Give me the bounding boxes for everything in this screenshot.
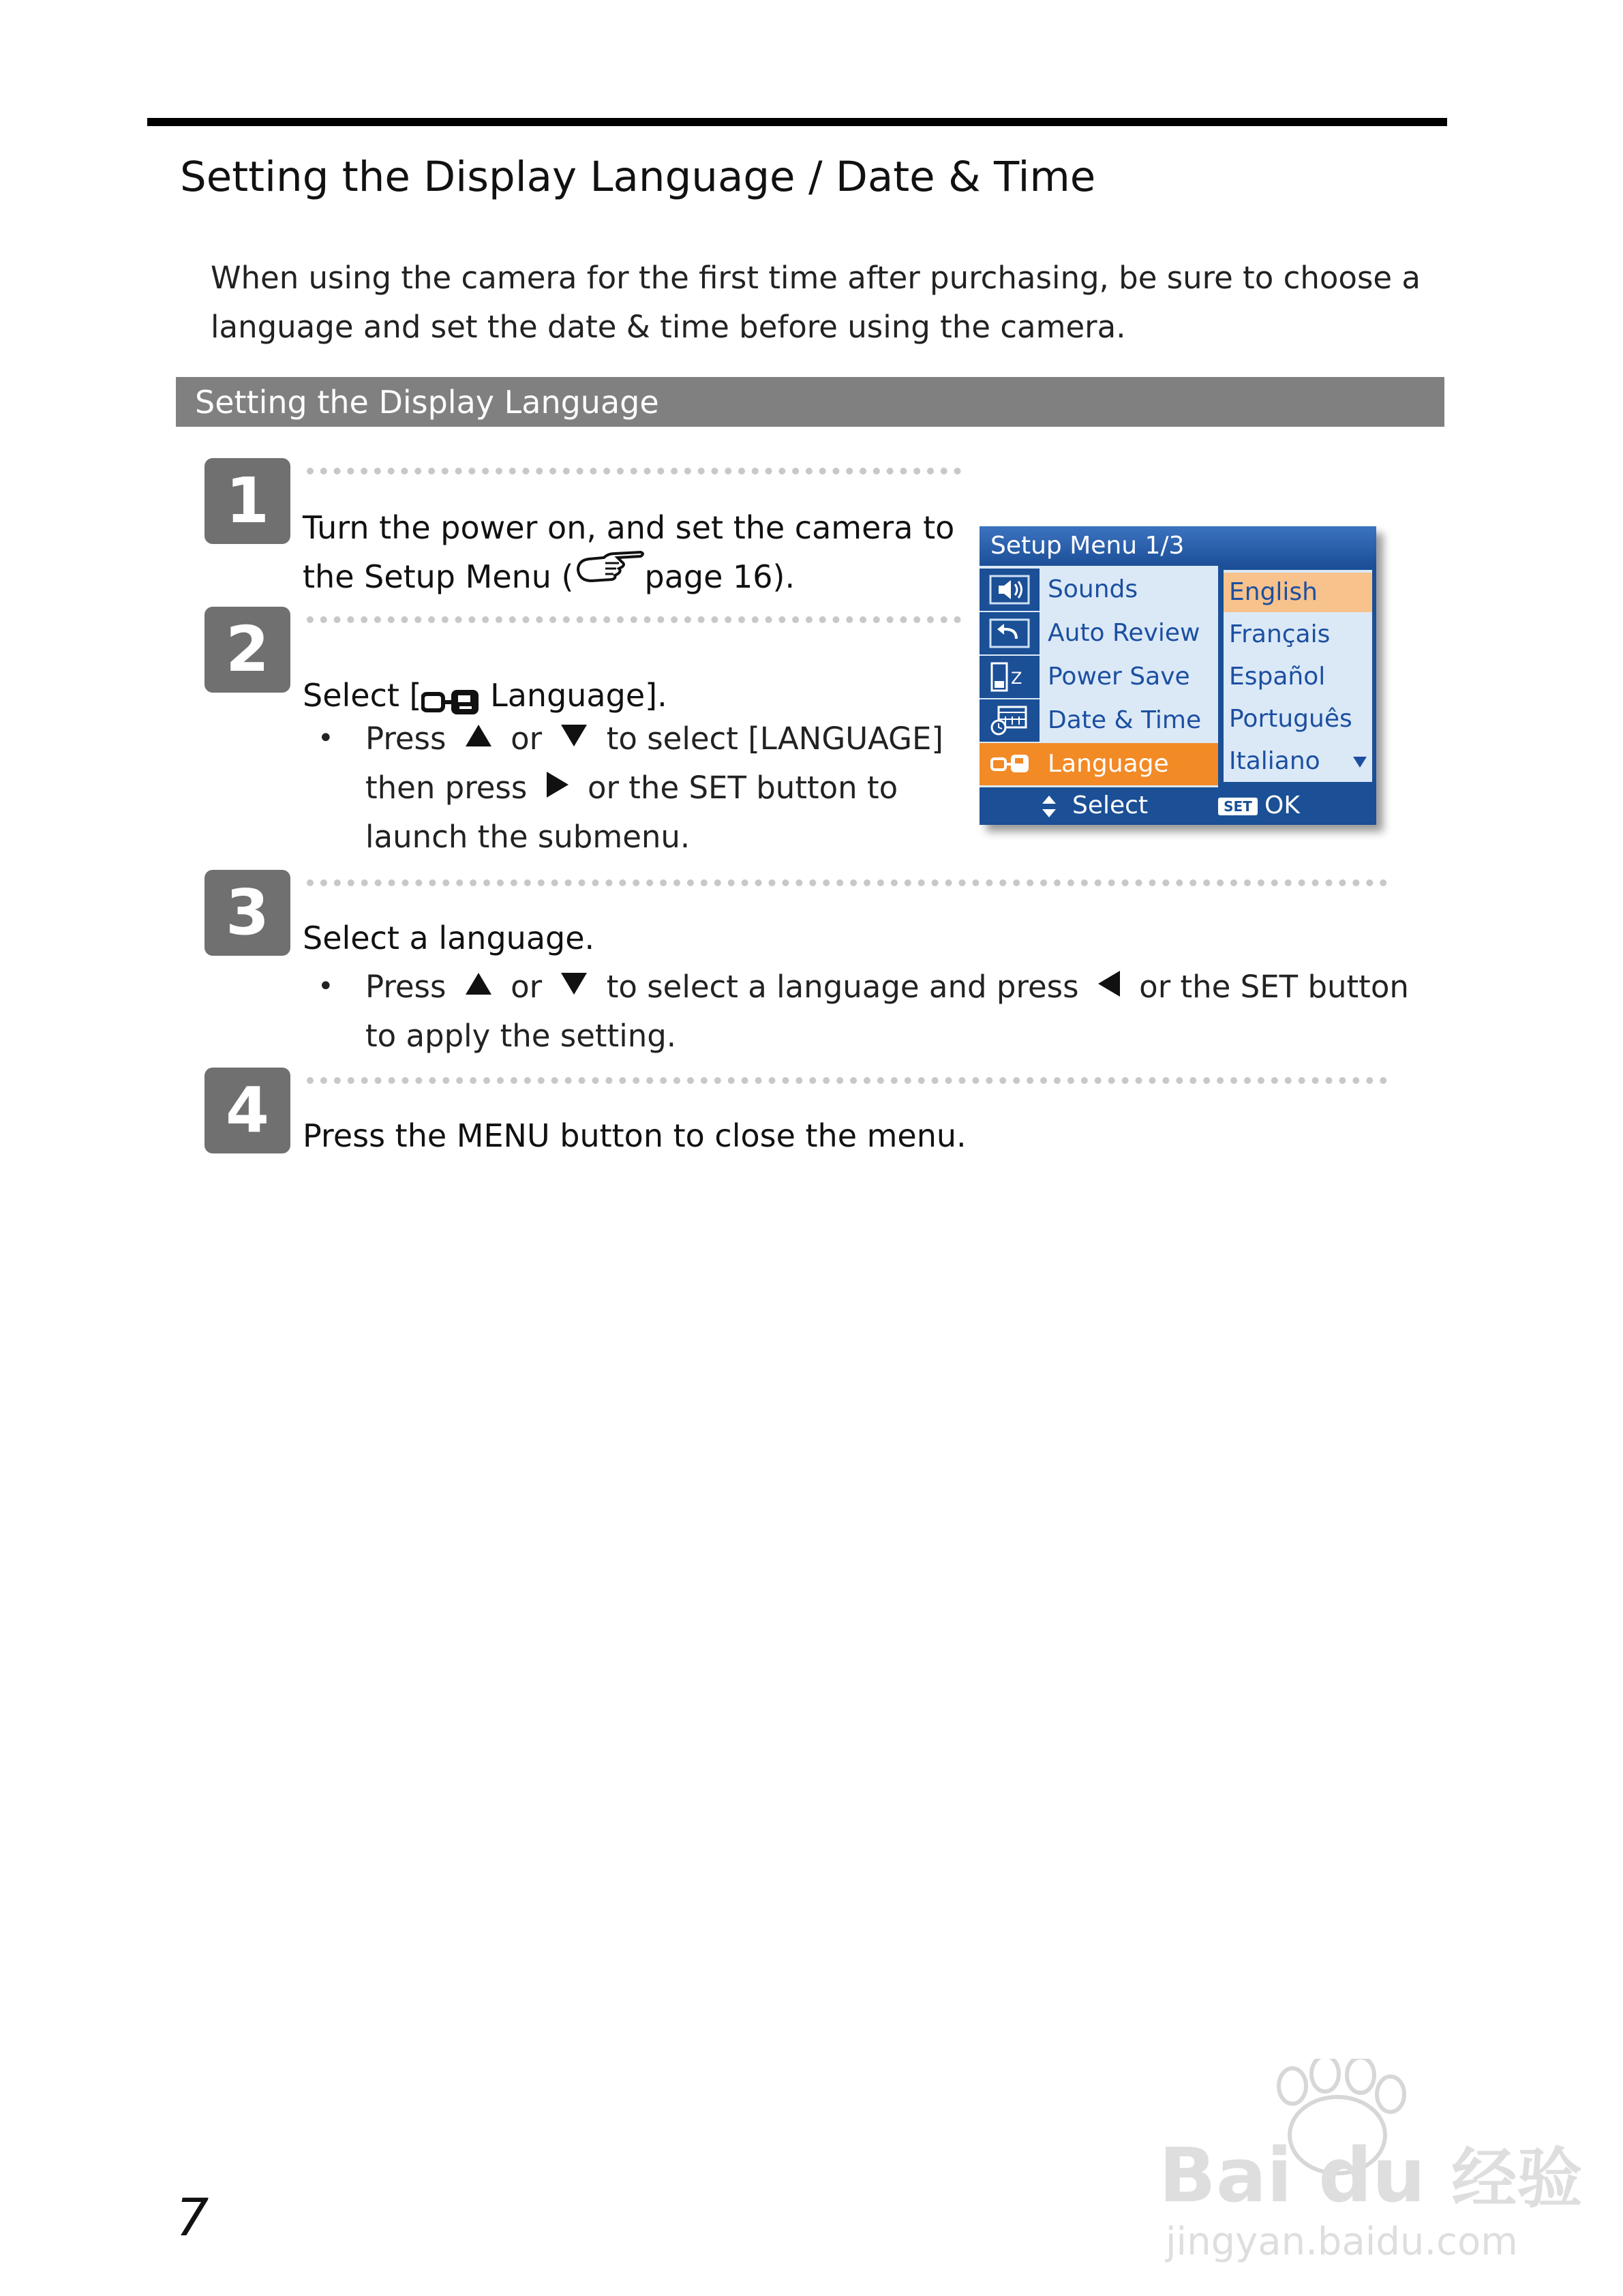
step-3-bullet: •	[318, 971, 334, 1002]
step-3-divider	[307, 879, 1387, 886]
baidu-watermark	[1159, 2059, 1583, 2264]
camera-menu-item-auto-review	[980, 612, 1218, 654]
camera-setup-menu-screenshot	[980, 526, 1376, 825]
step-4-text: Press the MENU button to close the menu.	[303, 1117, 967, 1154]
up-down-arrows-icon	[1041, 793, 1057, 823]
camera-menu-footer	[980, 787, 1376, 825]
step-2-bullet-line-1: Press or to select [LANGUAGE]	[365, 721, 943, 757]
language-icon	[421, 680, 480, 708]
camera-footer-select-label: Select	[1072, 791, 1149, 819]
step-3-number: 3	[204, 870, 290, 956]
step-3-bullet-line-1: Press or to select a language and press or the SET button	[365, 969, 1409, 1005]
step-2-divider	[307, 616, 961, 623]
step-3-bullet-text	[365, 963, 1409, 1061]
intro-line-1: When using the camera for the first time after purchasing, be sure to choose a	[211, 260, 1421, 296]
camera-language-option-english: English	[1224, 573, 1372, 612]
step-1-line-2: the Setup Menu ( page 16).	[303, 552, 954, 605]
watermark-url: jingyan.baidu.com	[1166, 2220, 1518, 2264]
camera-language-option-italiano: Italiano	[1229, 747, 1320, 775]
step-2-bullet-line-2: then press or the SET button to	[365, 770, 898, 806]
camera-menu-items	[980, 566, 1218, 787]
step-1-text	[303, 503, 954, 605]
camera-menu-header	[980, 526, 1376, 566]
step-2-bullet-text	[365, 714, 943, 862]
step-4-divider	[307, 1077, 1387, 1084]
camera-menu-item-label: Language	[1048, 750, 1169, 778]
review-icon	[980, 612, 1040, 654]
watermark-cn: 经验	[1451, 2141, 1583, 2217]
camera-menu-item-label: Sounds	[1048, 575, 1138, 603]
language-icon	[980, 743, 1040, 785]
step-3-bullet-line-2: to apply the setting.	[365, 1018, 677, 1054]
down-arrow-icon	[561, 725, 587, 746]
camera-menu-item-sounds	[980, 569, 1218, 611]
left-arrow-icon	[1098, 971, 1120, 997]
step-2-bullet: •	[318, 723, 334, 754]
set-button-badge: SET	[1218, 798, 1258, 815]
camera-language-list	[1224, 570, 1372, 782]
section-header	[176, 377, 1444, 427]
camera-language-options	[1219, 566, 1376, 787]
camera-menu-item-label: Date & Time	[1048, 706, 1202, 734]
camera-menu-item-label: Power Save	[1048, 663, 1190, 691]
step-1-divider	[307, 468, 961, 474]
intro-line-2: language and set the date & time before using the camera.	[211, 309, 1126, 345]
clock-calendar-icon	[980, 699, 1040, 742]
down-arrow-icon	[561, 973, 587, 995]
step-3-text: Select a language.	[303, 920, 595, 956]
page-number: 7	[176, 2187, 209, 2248]
page-title: Setting the Display Language / Date & Time	[180, 153, 1096, 201]
camera-menu-title: Setup Menu 1/3	[990, 532, 1185, 560]
step-2-text: Select [ Language].	[303, 677, 667, 714]
up-arrow-icon	[466, 725, 491, 746]
step-1-number: 1	[204, 458, 290, 544]
step-2-number: 2	[204, 607, 290, 693]
right-arrow-icon	[547, 772, 568, 798]
step-4-number: 4	[204, 1068, 290, 1153]
camera-language-option-francais: Français	[1229, 620, 1331, 648]
svg-text:Z: Z	[1011, 669, 1022, 688]
camera-menu-item-date-time	[980, 699, 1218, 742]
camera-menu-item-power-save	[980, 656, 1218, 698]
speaker-icon	[980, 569, 1040, 611]
camera-footer-ok-label: OK	[1264, 791, 1300, 819]
top-rule	[147, 118, 1447, 126]
power-save-icon	[980, 656, 1040, 698]
step-1-line-1: Turn the power on, and set the camera to	[303, 509, 955, 546]
pointing-hand-icon	[574, 545, 645, 597]
section-title: Setting the Display Language	[195, 384, 659, 421]
camera-menu-item-language	[980, 743, 1218, 785]
step-2-bullet-line-3: launch the submenu.	[365, 819, 691, 855]
watermark-brand: Bai du	[1159, 2132, 1426, 2219]
camera-language-option-portugues: Português	[1229, 705, 1352, 733]
scroll-down-icon	[1353, 757, 1367, 770]
camera-language-option-espanol: Español	[1229, 663, 1326, 691]
intro-paragraph	[211, 254, 1421, 352]
up-arrow-icon	[466, 973, 491, 995]
camera-menu-item-label: Auto Review	[1048, 619, 1200, 647]
